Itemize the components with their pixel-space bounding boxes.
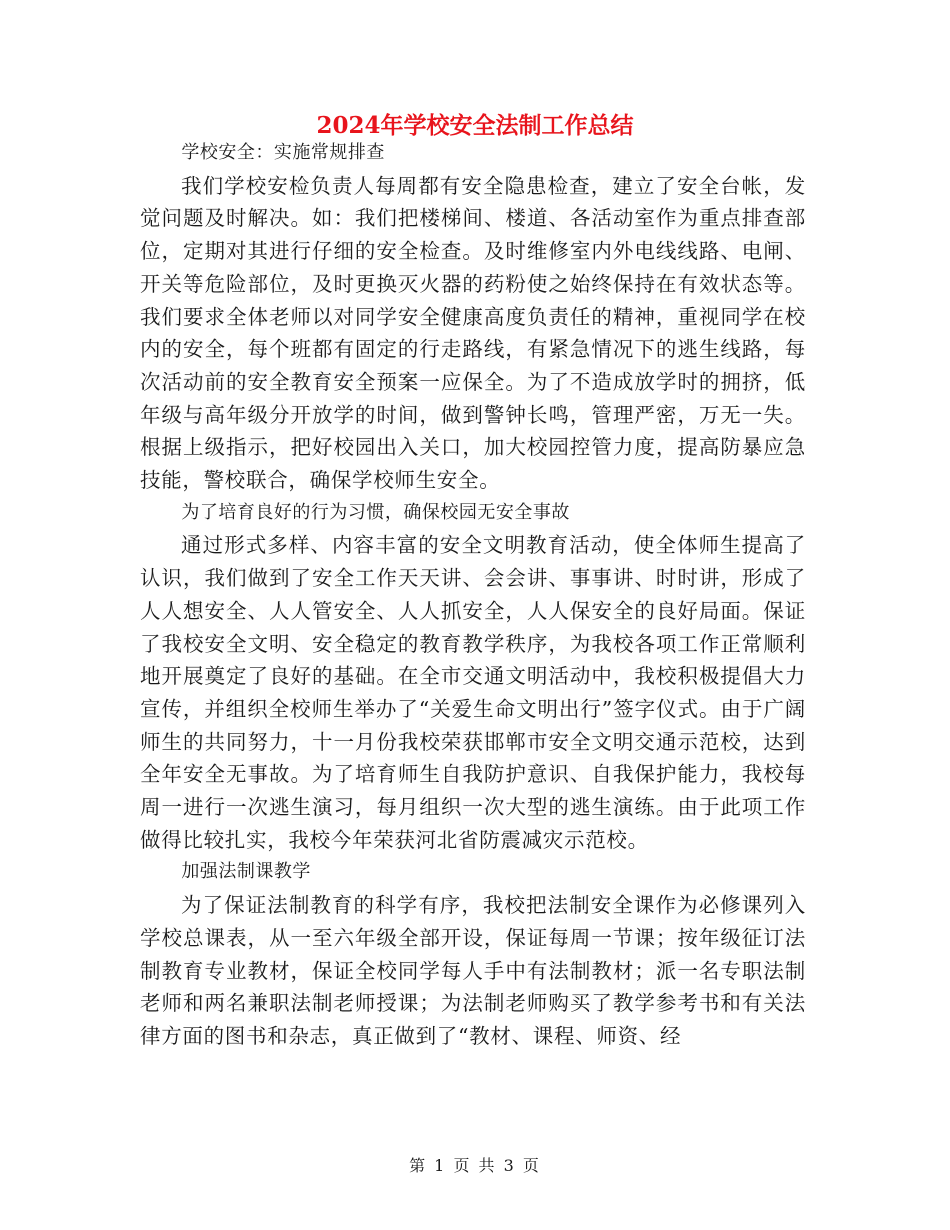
page-footer: 第 1 页 共 3 页 (409, 1156, 541, 1175)
body-paragraph: 为了保证法制教育的科学有序，我校把法制安全课作为必修课列入学校总课表，从一至六年级全部开设，保证每周一节课；按年级征订法制教育专业教材，保证全校同学每人手中有法制教材；派一名专职法制老师和两名兼职法制老师授课；为法制老师购买了教学参考书和有关法律方面的图书和杂志，真正做到了“教材、课程、师资、经 (140, 893, 806, 1048)
document-body (140, 137, 806, 1053)
section-heading: 为了培育良好的行为习惯，确保校园无安全事故 (181, 501, 570, 523)
section-heading: 加强法制课教学 (181, 861, 311, 883)
document-title: 2024年学校安全法制工作总结 (316, 112, 634, 139)
section-heading: 学校安全：实施常规排查 (181, 142, 385, 163)
body-paragraph: 我们学校安检负责人每周都有安全隐患检查，建立了安全台帐，发觉问题及时解决。如：我们把楼梯间、楼道、各活动室作为重点排查部位，定期对其进行仔细的安全检查。及时维修室内外电线线路、电闸、开关等危险部位，及时更换灭火器的药粉使之始终保持在有效状态等。我们要求全体老师以对同学安全健康高度负责任的精神，重视同学在校内的安全，每个班都有固定的行走路线，有紧急情况下的逃生线路，每次活动前的安全教育安全预案一应保全。为了不造成放学时的拥挤，低年级与高年级分开放学的时间，做到警钟长鸣，管理严密，万无一失。根据上级指示，把好校园出入关口，加大校园控管力度，提高防暴应急技能，警校联合，确保学校师生安全。 (140, 173, 806, 493)
body-paragraph: 通过形式多样、内容丰富的安全文明教育活动，使全体师生提高了认识，我们做到了安全工作天天讲、会会讲、事事讲、时时讲，形成了人人想安全、人人管安全、人人抓安全，人人保安全的良好局面。保证了我校安全文明、安全稳定的教育教学秩序，为我校各项工作正常顺利地开展奠定了良好的基础。在全市交通文明活动中，我校积极提倡大力宣传，并组织全校师生举办了“关爱生命文明出行”签字仪式。由于广阔师生的共同努力，十一月份我校荣获邯郸市安全文明交通示范校，达到全年安全无事故。为了培育师生自我防护意识、自我保护能力，我校每周一进行一次逃生演习，每月组织一次大型的逃生演练。由于此项工作做得比较扎实，我校今年荣获河北省防震减灾示范校。 (140, 533, 806, 852)
